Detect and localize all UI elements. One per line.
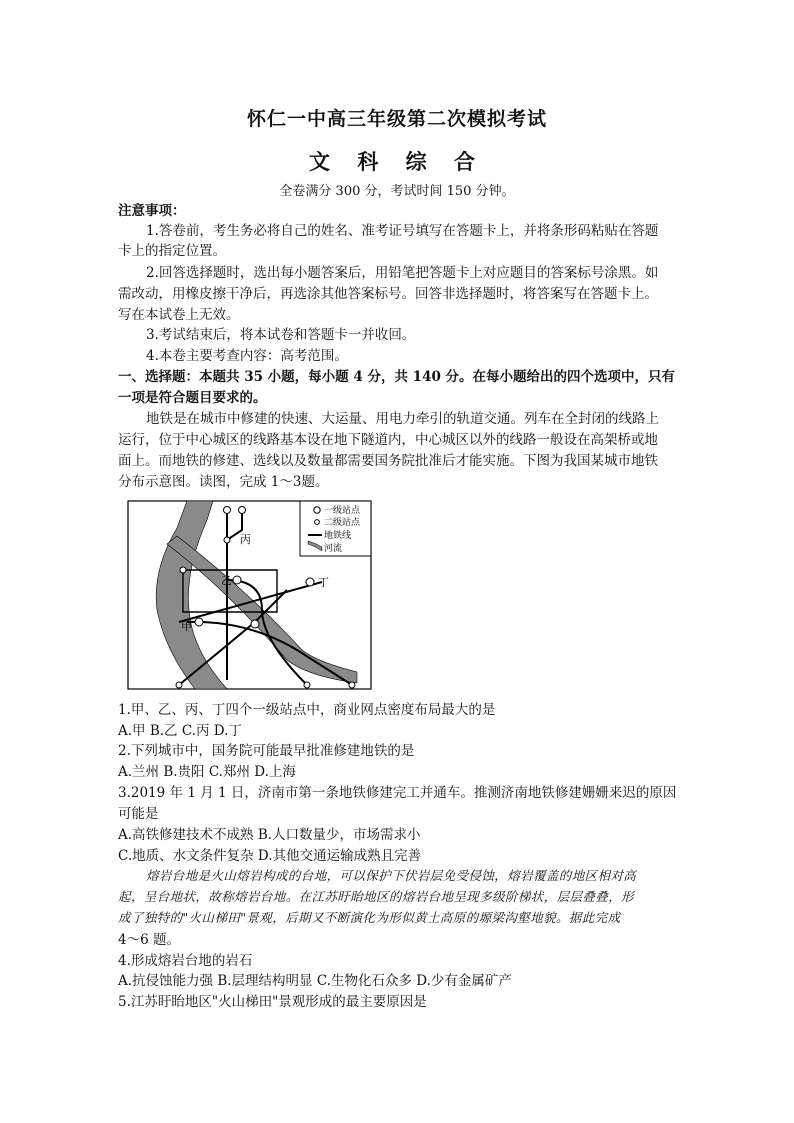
section-heading: 一项是符合题目要求的。 xyxy=(118,390,267,406)
note-line: 2.回答选择题时，选出每小题答案后，用铅笔把答题卡上对应题目的答案标号涂黑。如 xyxy=(146,265,659,281)
level2-station xyxy=(224,537,230,543)
level2-station xyxy=(304,682,310,688)
legend-line: 地铁线 xyxy=(324,531,352,541)
question-stem: 1.甲、乙、丙、丁四个一级站点中，商业网点密度布局最大的是 xyxy=(118,702,496,718)
passage-line: 4～6 题。 xyxy=(118,932,180,948)
question-options: C.地质、水文条件复杂 D.其他交通运输成熟且完善 xyxy=(118,848,422,864)
level1-station xyxy=(233,576,241,584)
legend-level1: 一级站点 xyxy=(324,506,361,516)
passage-line: 分布示意图。读图，完成 1～3题。 xyxy=(118,474,329,490)
label-ding: 丁 xyxy=(318,576,329,589)
question-options: A.兰州 B.贵阳 C.郑州 D.上海 xyxy=(118,764,296,780)
level1-station xyxy=(224,507,231,514)
section-heading: 一、选择题：本题共 35 小题，每小题 4 分，共 140 分。在每小题给出的四个选项中，只有 xyxy=(118,369,676,385)
note-line: 1.答卷前，考生务必将自己的姓名、准考证号填写在答题卡上，并将条形码粘贴在答题 xyxy=(146,223,659,239)
level2-station xyxy=(180,567,186,573)
label-yi: 乙 xyxy=(221,574,232,587)
question-options: A.抗侵蚀能力强 B.层理结构明显 C.生物化石众多 D.少有金属矿产 xyxy=(118,973,512,989)
passage-line: 地铁是在城市中修建的快速、大运量、用电力牵引的轨道交通。列车在全封闭的线路上 xyxy=(146,411,659,427)
level2-station xyxy=(349,682,355,688)
passage-line: 面上。而地铁的修建、选线以及数量都需要国务院批准后才能实施。下图为我国某城市地铁 xyxy=(118,453,658,469)
exam-title: 怀仁一中高三年级第二次模拟考试 xyxy=(246,108,547,130)
question-stem: 4.形成熔岩台地的岩石 xyxy=(118,953,253,969)
question-stem: 可能是 xyxy=(118,806,159,822)
subway-map xyxy=(127,500,372,690)
passage-line: 成了独特的"火山梯田"景观，后期又不断演化为形似黄土高原的塬梁沟壑地貌。据此完成 xyxy=(118,910,621,925)
level1-station xyxy=(195,618,203,626)
note-line: 需改动，用橡皮擦干净后，再选涂其他答案标号。回答非选择题时，将答案写在答题卡上。 xyxy=(118,286,658,302)
label-bing: 丙 xyxy=(240,533,251,546)
legend-level2: 二级站点 xyxy=(324,518,361,528)
level1-station xyxy=(306,578,314,586)
passage-line: 起，呈台地状，故称熔岩台地。在江苏盱眙地区的熔岩台地呈现多级阶梯状，层层叠叠，形 xyxy=(118,889,635,904)
note-line: 4.本卷主要考查内容：高考范围。 xyxy=(146,348,348,364)
score-note: 全卷满分 300 分，考试时间 150 分钟。 xyxy=(279,184,515,199)
level1-station xyxy=(239,507,246,514)
passage-line: 运行，位于中心城区的线路基本设在地下隧道内，中心城区以外的线路一般设在高架桥或地 xyxy=(118,432,658,448)
question-stem: 3.2019 年 1 月 1 日，济南市第一条地铁修建完工并通车。推测济南地铁修建姗姗来迟的原因 xyxy=(118,785,677,801)
notes-heading: 注意事项： xyxy=(118,203,186,219)
question-options: A.高铁修建技术不成熟 B.人口数量少，市场需求小 xyxy=(118,827,421,843)
level1-station xyxy=(251,620,259,628)
note-line: 写在本试卷上无效。 xyxy=(118,307,240,323)
question-stem: 5.江苏盱眙地区"火山梯田"景观形成的最主要原因是 xyxy=(118,994,427,1010)
exam-subtitle: 文 科 综 合 xyxy=(309,149,485,174)
level2-station xyxy=(176,682,182,688)
legend-river: 河流 xyxy=(324,544,343,554)
note-line: 卡上的指定位置。 xyxy=(118,243,226,259)
passage-line: 熔岩台地是火山熔岩构成的台地，可以保护下伏岩层免受侵蚀，熔岩覆盖的地区相对高 xyxy=(146,868,637,883)
question-options: A.甲 B.乙 C.丙 D.丁 xyxy=(118,723,242,739)
legend-level1-marker xyxy=(314,507,320,513)
legend-level2-marker xyxy=(315,520,320,525)
label-jia: 甲 xyxy=(181,620,192,633)
note-line: 3.考试结束后，将本试卷和答题卡一并收回。 xyxy=(146,327,416,343)
question-stem: 2.下列城市中，国务院可能最早批准修建地铁的是 xyxy=(118,743,415,759)
